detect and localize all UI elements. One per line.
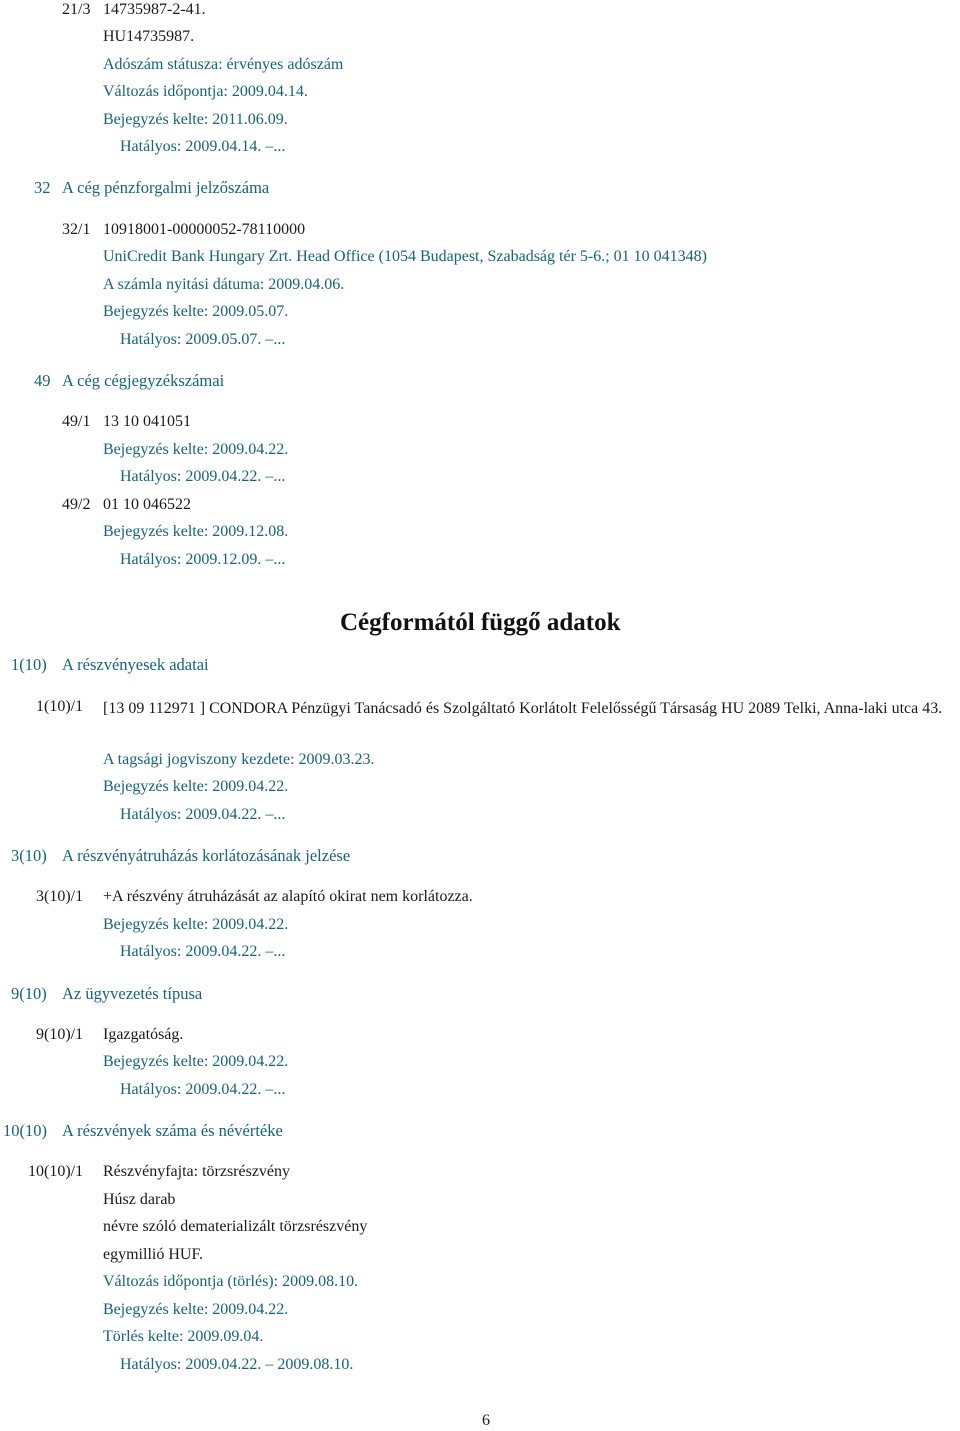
shareholder-details: [13 09 112971 ] CONDORA Pénzügyi Tanácsadó és Szolgáltató Korlátolt Felelősségű Társaság HU 2089 Telki, Anna-laki utca 43.	[103, 700, 943, 717]
section-title: A cég cégjegyzékszámai	[62, 371, 225, 390]
management-type: Igazgatóság.	[103, 1026, 184, 1043]
item-number: 10(10)/1	[28, 1163, 84, 1180]
section-title: A részvényátruházás korlátozásának jelzése	[62, 846, 351, 865]
change-date: Változás időpontja: 2009.04.14.	[103, 83, 308, 100]
section-title: A részvények száma és névértéke	[62, 1121, 283, 1140]
deletion-date: Törlés kelte: 2009.09.04.	[103, 1328, 264, 1345]
section-number: 10(10)	[3, 1121, 47, 1140]
transfer-restriction-text: +A részvény átruházását az alapító okirat nem korlátozza.	[103, 888, 473, 905]
tax-status: Adószám státusza: érvényes adószám	[103, 56, 344, 73]
item-number: 21/3	[62, 1, 91, 18]
registration-date: Bejegyzés kelte: 2009.05.07.	[103, 303, 289, 320]
registration-date: Bejegyzés kelte: 2009.12.08.	[103, 523, 289, 540]
effective-date: Hatályos: 2009.04.22. –...	[120, 806, 286, 823]
item-number: 32/1	[62, 221, 91, 238]
company-reg-number: 01 10 046522	[103, 496, 191, 513]
section-title: A részvényesek adatai	[62, 655, 209, 674]
item-number: 9(10)/1	[36, 1026, 84, 1043]
effective-date: Hatályos: 2009.04.22. –...	[120, 1081, 286, 1098]
item-number: 49/1	[62, 413, 91, 430]
section-number: 3(10)	[11, 846, 47, 865]
section-title: Az ügyvezetés típusa	[62, 984, 203, 1003]
account-opening-date: A számla nyitási dátuma: 2009.04.06.	[103, 276, 345, 293]
section-number: 1(10)	[11, 655, 47, 674]
share-form: névre szóló dematerializált törzsrészvény	[103, 1218, 368, 1235]
section-number: 32	[34, 178, 51, 197]
registration-date: Bejegyzés kelte: 2009.04.22.	[103, 1053, 289, 1070]
membership-start-date: A tagsági jogviszony kezdete: 2009.03.23.	[103, 751, 375, 768]
registration-date: Bejegyzés kelte: 2009.04.22.	[103, 441, 289, 458]
effective-date: Hatályos: 2009.04.22. –...	[120, 468, 286, 485]
eu-tax-number: HU14735987.	[103, 28, 195, 45]
tax-number: 14735987-2-41.	[103, 1, 206, 18]
item-number: 49/2	[62, 496, 91, 513]
item-number: 3(10)/1	[36, 888, 84, 905]
nominal-value: egymillió HUF.	[103, 1246, 204, 1263]
share-count: Húsz darab	[103, 1191, 176, 1208]
section-title: A cég pénzforgalmi jelzőszáma	[62, 178, 270, 197]
page-heading: Cégformától függő adatok	[340, 609, 621, 636]
registration-date: Bejegyzés kelte: 2009.04.22.	[103, 916, 289, 933]
effective-date: Hatályos: 2009.04.22. – 2009.08.10.	[120, 1356, 354, 1373]
registration-date: Bejegyzés kelte: 2009.04.22.	[103, 778, 289, 795]
item-number: 1(10)/1	[36, 698, 84, 715]
effective-date: Hatályos: 2009.04.22. –...	[120, 943, 286, 960]
section-number: 9(10)	[11, 984, 47, 1003]
registration-date: Bejegyzés kelte: 2009.04.22.	[103, 1301, 289, 1318]
account-number: 10918001-00000052-78110000	[103, 221, 306, 238]
effective-date: Hatályos: 2009.05.07. –...	[120, 331, 286, 348]
effective-date: Hatályos: 2009.04.14. –...	[120, 138, 286, 155]
page-number: 6	[482, 1412, 490, 1429]
bank-name: UniCredit Bank Hungary Zrt. Head Office (1054 Budapest, Szabadság tér 5-6.; 01 10 041348)	[103, 248, 708, 265]
section-number: 49	[34, 371, 51, 390]
registration-date: Bejegyzés kelte: 2011.06.09.	[103, 111, 288, 128]
company-reg-number: 13 10 041051	[103, 413, 191, 430]
change-date: Változás időpontja (törlés): 2009.08.10.	[103, 1273, 359, 1290]
effective-date: Hatályos: 2009.12.09. –...	[120, 551, 286, 568]
share-type: Részvényfajta: törzsrészvény	[103, 1163, 291, 1180]
